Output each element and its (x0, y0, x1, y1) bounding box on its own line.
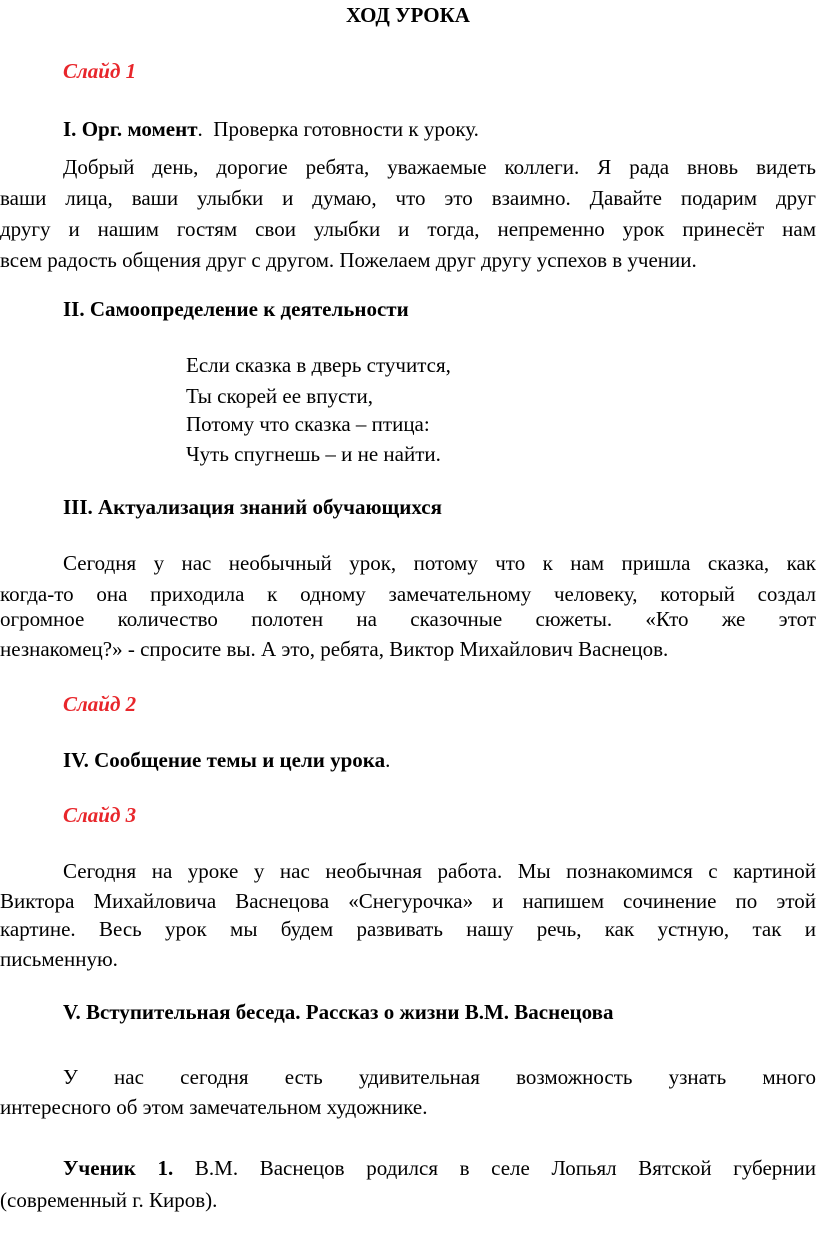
poem-line: Потому что сказка – птица: (186, 412, 430, 436)
slide-1-label: Слайд 1 (63, 59, 137, 83)
section-3-para-line: огромное количество полотен на сказочные сюжеты. «Кто же этот (0, 607, 816, 631)
section-3-para-line: незнакомец?» - спросите вы. А это, ребята, Виктор Михайлович Васнецов. (0, 637, 669, 661)
section-4-para-line: картине. Весь урок мы будем развивать нашу речь, как устную, так и (0, 917, 816, 941)
document-title: ХОД УРОКА (346, 3, 470, 27)
section-1-heading: I. Орг. момент. Проверка готовности к уроку. (63, 117, 479, 141)
poem-line: Чуть спугнешь – и не найти. (186, 442, 441, 466)
section-4-para-line: Виктора Михайловича Васнецова «Снегурочка» и напишем сочинение по этой (0, 889, 816, 913)
section-3-heading: III. Актуализация знаний обучающихся (63, 495, 442, 519)
section-4-para-line: Сегодня на уроке у нас необычная работа. Мы познакомимся с картиной (63, 859, 816, 883)
section-4-para-line: письменную. (0, 947, 118, 971)
section-5-heading: V. Вступительная беседа. Рассказ о жизни В.М. Васнецова (63, 1000, 614, 1024)
section-5-para-line: интересного об этом замечательном художнике. (0, 1095, 428, 1119)
section-3-para-line: Сегодня у нас необычный урок, потому что к нам пришла сказка, как (63, 551, 816, 575)
section-5-para-line: У нас сегодня есть удивительная возможность узнать много (63, 1065, 816, 1089)
section-4-heading: IV. Сообщение темы и цели урока. (63, 748, 391, 772)
section-2-heading: II. Самоопределение к деятельности (63, 297, 409, 321)
section-1-para-line: другу и нашим гостям свои улыбки и тогда, непременно урок принесёт нам (0, 217, 816, 241)
section-1-para-line: Добрый день, дорогие ребята, уважаемые коллеги. Я рада вновь видеть (63, 155, 816, 179)
student-1-line: Ученик 1. В.М. Васнецов родился в селе Лопьял Вятской губернии (63, 1156, 816, 1180)
slide-3-label: Слайд 3 (63, 803, 137, 827)
poem-line: Если сказка в дверь стучится, (186, 353, 451, 377)
poem-line: Ты скорей ее впусти, (186, 384, 373, 408)
section-3-para-line: когда-то она приходила к одному замечательному человеку, который создал (0, 582, 816, 606)
section-1-para-line: всем радость общения друг с другом. Пожелаем друг другу успехов в учении. (0, 248, 697, 272)
slide-2-label: Слайд 2 (63, 692, 137, 716)
student-1-line: (современный г. Киров). (0, 1188, 218, 1212)
section-1-para-line: ваши лица, ваши улыбки и думаю, что это взаимно. Давайте подарим друг (0, 186, 816, 210)
